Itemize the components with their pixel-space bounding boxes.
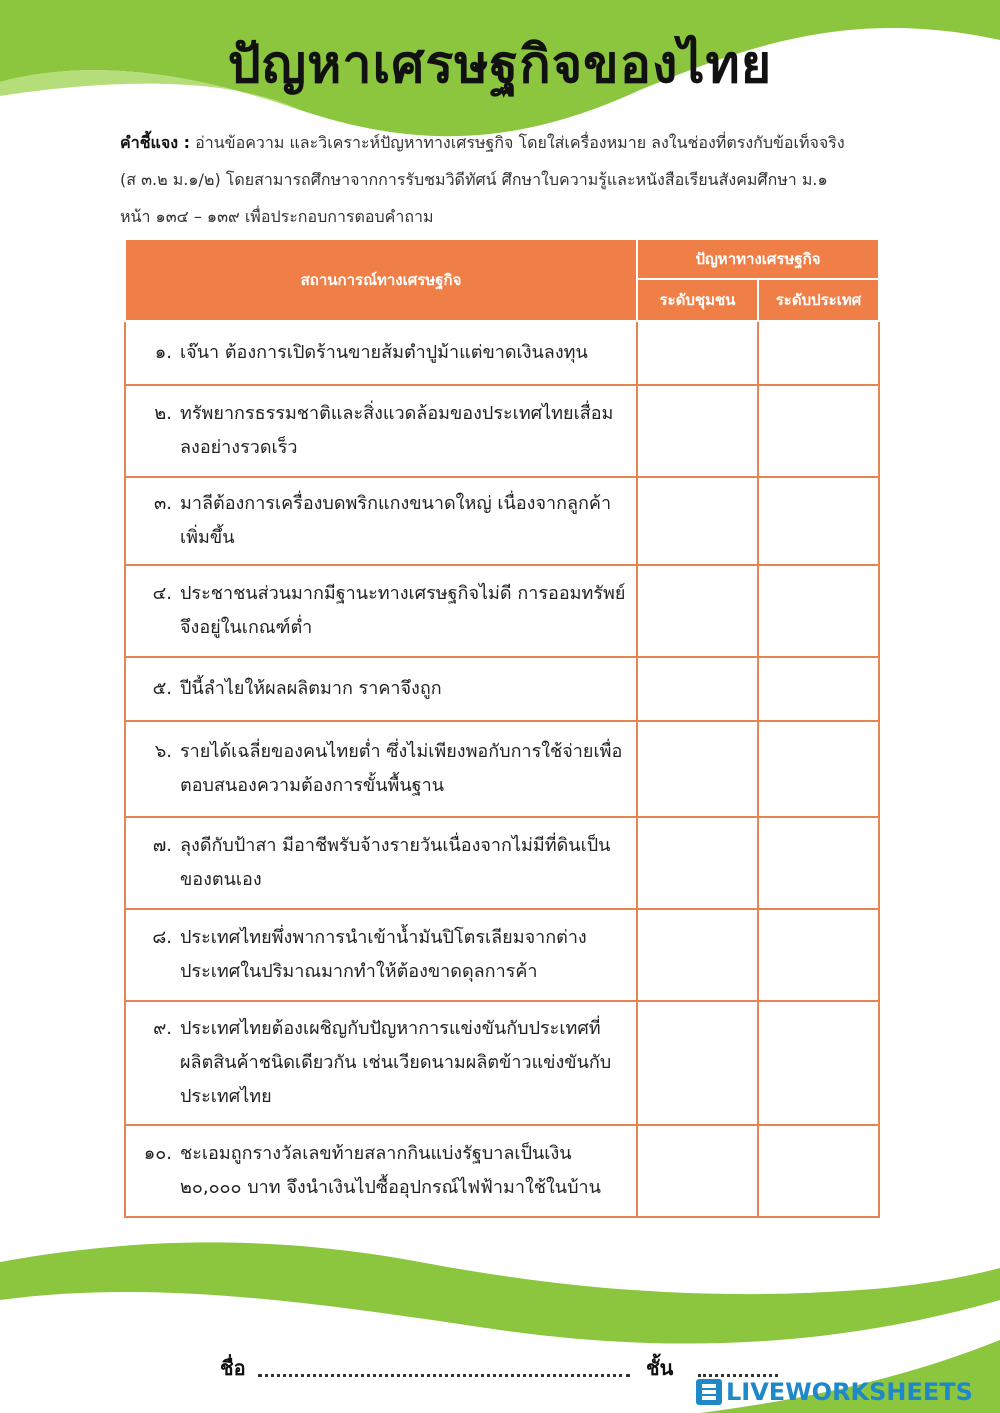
- community-checkbox-cell[interactable]: [637, 477, 758, 565]
- row-number: ๑๐.: [143, 1143, 172, 1164]
- community-checkbox-cell[interactable]: [637, 1001, 758, 1125]
- row-text: ประชาชนส่วนมากมีฐานะทางเศรษฐกิจไม่ดี การออมทรัพย์จึงอยู่ในเกณฑ์ต่ำ: [180, 583, 626, 638]
- country-checkbox-cell[interactable]: [758, 817, 879, 909]
- table-row: [125, 385, 879, 477]
- table-row: [125, 1001, 879, 1125]
- class-label: ชั้น: [646, 1356, 674, 1380]
- situation-cell: [125, 1125, 637, 1217]
- situation-cell: [125, 321, 637, 385]
- situation-cell: [125, 385, 637, 477]
- row-number: ๕.: [152, 678, 172, 699]
- instructions: [120, 124, 900, 235]
- situation-cell: [125, 721, 637, 817]
- table-row: [125, 721, 879, 817]
- situation-cell: [125, 477, 637, 565]
- situation-cell: [125, 565, 637, 657]
- country-checkbox-cell[interactable]: [758, 657, 879, 721]
- row-text: ทรัพยากรธรรมชาติและสิ่งแวดล้อมของประเทศไทยเสื่อมลงอย่างรวดเร็ว: [180, 403, 614, 458]
- instructions-line-3: หน้า ๑๓๔ – ๑๓๙ เพื่อประกอบการตอบคำถาม: [120, 207, 434, 226]
- table-row: [125, 477, 879, 565]
- community-checkbox-cell[interactable]: [637, 1125, 758, 1217]
- header-country: ระดับประเทศ: [758, 279, 879, 321]
- header-community: ระดับชุมชน: [637, 279, 758, 321]
- table-row: [125, 565, 879, 657]
- country-checkbox-cell[interactable]: [758, 477, 879, 565]
- community-checkbox-cell[interactable]: [637, 817, 758, 909]
- worksheet-table: [124, 238, 880, 1218]
- row-text: ชะเอมถูกรางวัลเลขท้ายสลากกินแบ่งรัฐบาลเป็นเงิน ๒๐,๐๐๐ บาท จึงนำเงินไปซื้ออุปกรณ์ไฟฟ้ามาใช้ในบ้าน: [180, 1143, 601, 1198]
- instructions-label: คำชี้แจง :: [120, 133, 191, 152]
- row-text: ประเทศไทยต้องเผชิญกับปัญหาการแข่งขันกับประเทศที่ผลิตสินค้าชนิดเดียวกัน เช่นเวียดนามผลิตข้าวแข่งขันกับประเทศไทย: [180, 1018, 612, 1107]
- situation-cell: [125, 909, 637, 1001]
- country-checkbox-cell[interactable]: [758, 909, 879, 1001]
- name-label: ชื่อ: [220, 1356, 246, 1380]
- table-row: [125, 657, 879, 721]
- row-number: ๖.: [154, 741, 172, 762]
- country-checkbox-cell[interactable]: [758, 1001, 879, 1125]
- row-text: เจ๊นา ต้องการเปิดร้านขายส้มตำปูม้าแต่ขาดเงินลงทุน: [180, 342, 588, 363]
- country-checkbox-cell[interactable]: [758, 721, 879, 817]
- row-number: ๑.: [154, 342, 172, 363]
- instructions-line-1: อ่านข้อความ และวิเคราะห์ปัญหาทางเศรษฐกิจ โดยใส่เครื่องหมาย ลงในช่องที่ตรงกับข้อเท็จจริง: [195, 133, 845, 152]
- liveworksheets-icon: [696, 1379, 722, 1405]
- community-checkbox-cell[interactable]: [637, 565, 758, 657]
- brand-logo: [696, 1374, 973, 1410]
- country-checkbox-cell[interactable]: [758, 385, 879, 477]
- page-title: ปัญหาเศรษฐกิจของไทย: [227, 35, 773, 95]
- header-situation: สถานการณ์ทางเศรษฐกิจ: [125, 239, 637, 321]
- community-checkbox-cell[interactable]: [637, 721, 758, 817]
- row-text: มาลีต้องการเครื่องบดพริกแกงขนาดใหญ่ เนื่องจากลูกค้าเพิ่มขึ้น: [180, 493, 612, 548]
- row-text: ประเทศไทยพึ่งพาการนำเข้าน้ำมันปิโตรเลียมจากต่างประเทศในปริมาณมากทำให้ต้องขาดดุลการค้า: [180, 927, 587, 982]
- table-row: [125, 817, 879, 909]
- country-checkbox-cell[interactable]: [758, 565, 879, 657]
- country-checkbox-cell[interactable]: [758, 321, 879, 385]
- table-row: [125, 1125, 879, 1217]
- header-problem: ปัญหาทางเศรษฐกิจ: [637, 239, 879, 279]
- table-row: [125, 321, 879, 385]
- community-checkbox-cell[interactable]: [637, 321, 758, 385]
- row-number: ๘.: [152, 927, 172, 948]
- row-text: ลุงดีกับป้าสา มีอาชีพรับจ้างรายวันเนื่องจากไม่มีที่ดินเป็นของตนเอง: [180, 835, 611, 890]
- situation-cell: [125, 817, 637, 909]
- name-field[interactable]: [258, 1360, 630, 1377]
- row-number: ๙.: [153, 1018, 172, 1039]
- country-checkbox-cell[interactable]: [758, 1125, 879, 1217]
- row-number: ๗.: [152, 835, 172, 856]
- row-number: ๔.: [152, 583, 172, 604]
- community-checkbox-cell[interactable]: [637, 909, 758, 1001]
- situation-cell: [125, 1001, 637, 1125]
- community-checkbox-cell[interactable]: [637, 385, 758, 477]
- row-text: ปีนี้ลำไยให้ผลผลิตมาก ราคาจึงถูก: [180, 678, 442, 699]
- table-row: [125, 909, 879, 1001]
- row-number: ๒.: [154, 403, 172, 424]
- row-text: รายได้เฉลี่ยของคนไทยต่ำ ซึ่งไม่เพียงพอกับการใช้จ่ายเพื่อตอบสนองความต้องการขั้นพื้นฐาน: [180, 741, 623, 796]
- situation-cell: [125, 657, 637, 721]
- row-number: ๓.: [153, 493, 172, 514]
- instructions-line-2: (ส ๓.๒ ม.๑/๒) โดยสามารถศึกษาจากการรับชมวิดีทัศน์ ศึกษาใบความรู้และหนังสือเรียนสังคมศึกษา ม.๑: [120, 170, 828, 189]
- brand-text: LIVEWORKSHEETS: [726, 1378, 973, 1406]
- community-checkbox-cell[interactable]: [637, 657, 758, 721]
